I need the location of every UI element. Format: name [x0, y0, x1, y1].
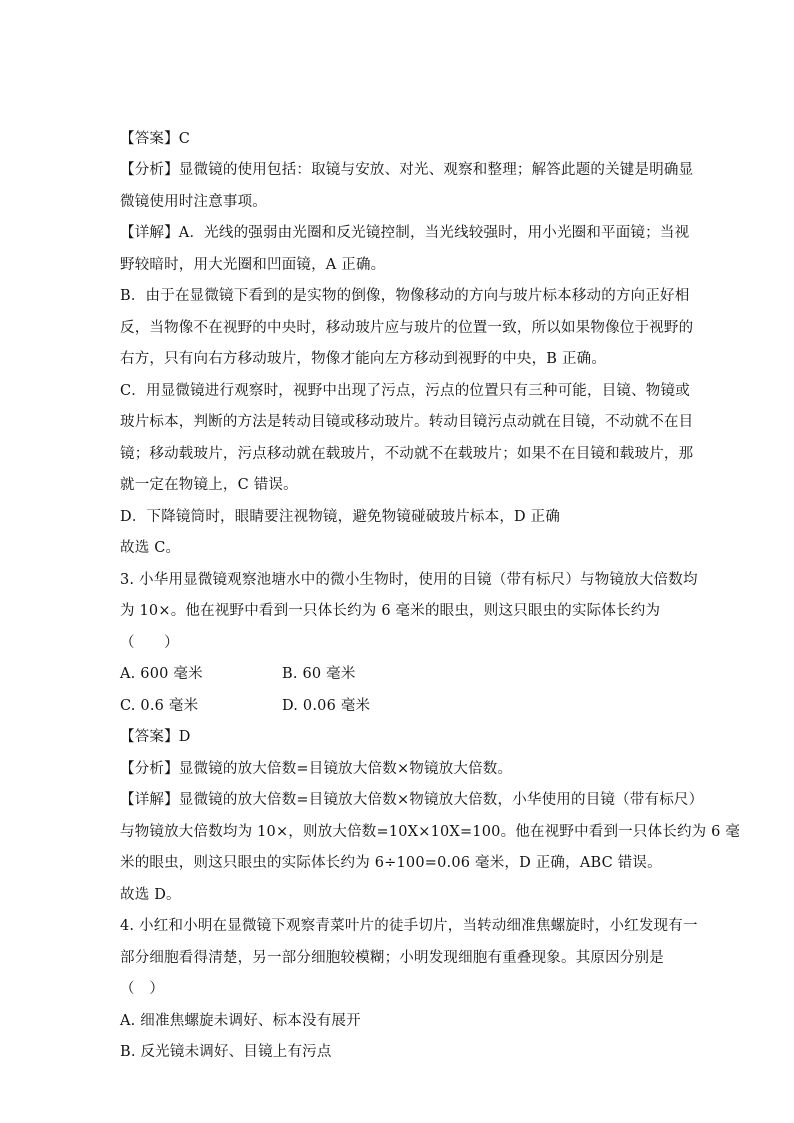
detail-b-line-1: B．由于在显微镜下看到的是实物的倒像，物像移动的方向与玻片标本移动的方向正好相 [120, 288, 690, 304]
question-3-stem-3: （ ） [120, 635, 179, 651]
question-3-detail-2: 与物镜放大倍数均为 10×，则放大倍数=10X×10X=100。他在视野中看到一只体长约为 6 毫 [120, 824, 741, 840]
detail-c-line-3: 镜；移动载玻片，污点移动就在载玻片，不动就不在载玻片；如果不在目镜和载玻片，那 [120, 446, 694, 462]
question-3-option-d: D. 0.06 毫米 [282, 698, 371, 714]
detail-b-line-2: 反，当物像不在视野的中央时，移动玻片应与玻片的位置一致，所以如果物像位于视野的 [120, 320, 694, 336]
question-3-conclusion: 故选 D。 [120, 887, 181, 903]
question-3-stem-1: 3. 小华用显微镜观察池塘水中的微小生物时，使用的目镜（带有标尺）与物镜放大倍数均 [120, 572, 698, 588]
detail-d-line-1: D．下降镜筒时，眼睛要注视物镜，避免物镜碰破玻片标本，D 正确 [120, 509, 561, 525]
question-3-analysis: 【分析】显微镜的放大倍数=目镜放大倍数×物镜放大倍数。 [120, 761, 513, 777]
analysis-line-1: 【分析】显微镜的使用包括：取镜与安放、对光、观察和整理；解答此题的关键是明确显 [120, 162, 694, 178]
question-3-stem-2: 为 10×。他在视野中看到一只体长约为 6 毫米的眼虫，则这只眼虫的实际体长约为 [120, 603, 661, 619]
question-3-detail-1: 【详解】显微镜的放大倍数=目镜放大倍数×物镜放大倍数，小华使用的目镜（带有标尺） [120, 792, 704, 808]
question-3-option-c: C. 0.6 毫米 [120, 698, 199, 714]
detail-line-1: 【详解】A．光线的强弱由光圈和反光镜控制，当光线较强时，用小光圈和平面镜；当视 [120, 225, 690, 241]
detail-line-2: 野较暗时，用大光圈和凹面镜，A 正确。 [120, 257, 386, 273]
question-4-stem-1: 4. 小红和小明在显微镜下观察青菜叶片的徒手切片，当转动细准焦螺旋时，小红发现有一 [120, 918, 698, 934]
question-3-answer: 【答案】D [120, 729, 191, 745]
question-4-option-b: B. 反光镜未调好、目镜上有污点 [120, 1044, 332, 1060]
question-3-detail-3: 米的眼虫，则这只眼虫的实际体长约为 6÷100=0.06 毫米，D 正确，ABC 错误。 [120, 855, 662, 871]
question-4-stem-3: （ ） [120, 981, 165, 997]
question-4-stem-2: 部分细胞看得清楚，另一部分细胞较模糊；小明发现细胞有重叠现象。其原因分别是 [120, 950, 664, 966]
question-4-option-a: A. 细准焦螺旋未调好、标本没有展开 [120, 1013, 361, 1029]
question-3-option-b: B. 60 毫米 [282, 666, 356, 682]
conclusion-1: 故选 C。 [120, 540, 181, 556]
detail-c-line-1: C．用显微镜进行观察时，视野中出现了污点，污点的位置只有三种可能，目镜、物镜或 [120, 383, 690, 399]
detail-b-line-3: 右方，只有向右方移动玻片，物像才能向左方移动到视野的中央，B 正确。 [120, 351, 607, 367]
question-3-option-a: A. 600 毫米 [120, 666, 203, 682]
analysis-line-2: 微镜使用时注意事项。 [120, 194, 267, 210]
detail-c-line-4: 就一定在物镜上，C 错误。 [120, 477, 298, 493]
detail-c-line-2: 玻片标本，判断的方法是转动目镜或移动玻片。转动目镜污点动就在目镜，不动就不在目 [120, 414, 694, 430]
answer-label: 【答案】C [120, 131, 191, 147]
